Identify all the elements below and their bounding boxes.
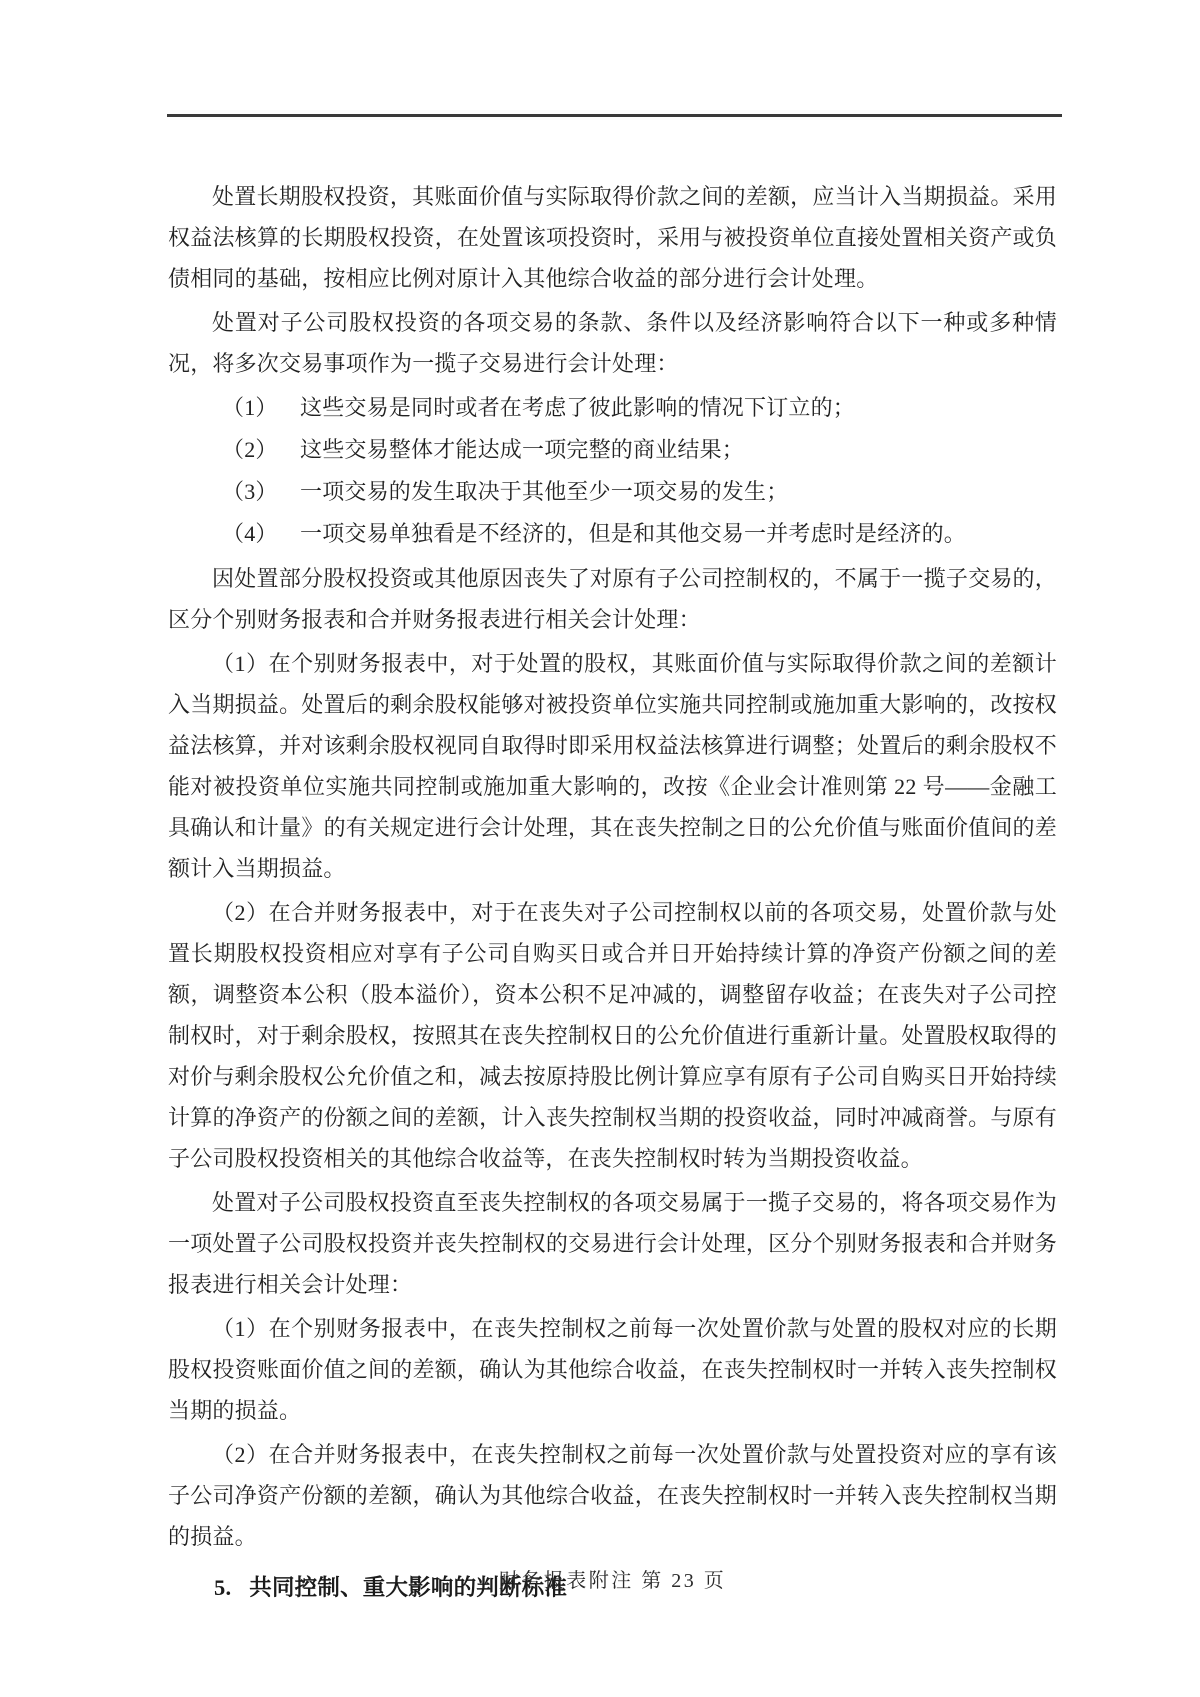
paragraph: 因处置部分股权投资或其他原因丧失了对原有子公司控制权的，不属于一揽子交易的，区分个别财务报表和合并财务报表进行相关会计处理： xyxy=(168,566,1057,632)
paragraph: （2）在合并财务报表中，对于在丧失对子公司控制权以前的各项交易，处置价款与处置长期股权投资相应对享有子公司自购买日或合并日开始持续计算的净资产份额之间的差额，调整资本公积（股本溢价），资本公积不足冲减的，调整留存收益；在丧失对子公司控制权时，对于剩余股权，按照其在丧失控制权日的公允价值进行重新计量。处置股权取得的对价与剩余股权公允价值之和，减去按原持股比例计算应享有原有子公司自购买日开始持续计算的净资产的份额之间的差额，计入丧失控制权当期的投资收益，同时冲减商誉。与原有子公司股权投资相关的其他综合收益等，在丧失控制权时转为当期投资收益。 xyxy=(168,900,1057,1171)
numbered-list xyxy=(168,387,1057,554)
section-heading-number: 5. xyxy=(214,1575,232,1600)
page-footer: 财务报表附注 第 23 页 xyxy=(498,1570,727,1592)
list-item-marker: （1） xyxy=(222,395,278,420)
paragraph: （1）在个别财务报表中，在丧失控制权之前每一次处置价款与处置的股权对应的长期股权投资账面价值之间的差额，确认为其他综合收益，在丧失控制权时一并转入丧失控制权当期的损益。 xyxy=(168,1316,1057,1423)
list-item-marker: （4） xyxy=(222,521,278,546)
header-rule xyxy=(167,114,1062,117)
list-item-marker: （3） xyxy=(222,479,278,504)
list-item xyxy=(168,429,1057,470)
list-item xyxy=(168,471,1057,512)
list-item-text: 这些交易整体才能达成一项完整的商业结果； xyxy=(300,437,745,462)
list-item-text: 一项交易的发生取决于其他至少一项交易的发生； xyxy=(300,479,789,504)
section-heading-title: 共同控制、重大影响的判断标准 xyxy=(249,1575,568,1600)
list-item-text: 这些交易是同时或者在考虑了彼此影响的情况下订立的； xyxy=(300,395,856,420)
paragraph: 处置长期股权投资，其账面价值与实际取得价款之间的差额，应当计入当期损益。采用权益法核算的长期股权投资，在处置该项投资时，采用与被投资单位直接处置相关资产或负债相同的基础，按相应比例对原计入其他综合收益的部分进行会计处理。 xyxy=(168,184,1057,291)
paragraph: 处置对子公司股权投资直至丧失控制权的各项交易属于一揽子交易的，将各项交易作为一项处置子公司股权投资并丧失控制权的交易进行会计处理，区分个别财务报表和合并财务报表进行相关会计处理： xyxy=(168,1190,1057,1297)
paragraph: （2）在合并财务报表中，在丧失控制权之前每一次处置价款与处置投资对应的享有该子公司净资产份额的差额，确认为其他综合收益，在丧失控制权时一并转入丧失控制权当期的损益。 xyxy=(168,1442,1057,1549)
paragraph: 处置对子公司股权投资的各项交易的条款、条件以及经济影响符合以下一种或多种情况，将多次交易事项作为一揽子交易进行会计处理： xyxy=(168,310,1057,376)
paragraph: （1）在个别财务报表中，对于处置的股权，其账面价值与实际取得价款之间的差额计入当期损益。处置后的剩余股权能够对被投资单位实施共同控制或施加重大影响的，改按权益法核算，并对该剩余股权视同自取得时即采用权益法核算进行调整；处置后的剩余股权不能对被投资单位实施共同控制或施加重大影响的，改按《企业会计准则第 22 号——金融工具确认和计量》的有关规定进行会计处理，其在丧失控制之日的公允价值与账面价值间的差额计入当期损益。 xyxy=(168,651,1057,881)
list-item xyxy=(168,387,1057,428)
list-item xyxy=(168,513,1057,554)
document-body xyxy=(168,176,1057,1608)
list-item-marker: （2） xyxy=(222,437,278,462)
list-item-text: 一项交易单独看是不经济的，但是和其他交易一并考虑时是经济的。 xyxy=(300,521,967,546)
